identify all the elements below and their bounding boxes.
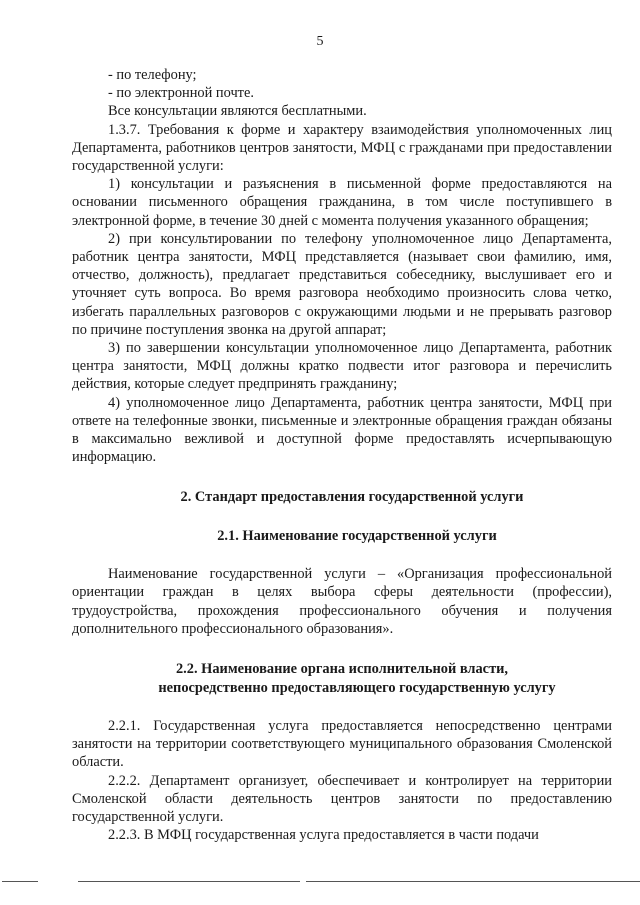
- page-number: 5: [316, 34, 324, 49]
- section-title: 2. Стандарт предоставления государственной услуги: [180, 489, 524, 506]
- paragraph: 2.2.2. Департамент организует, обеспечивает и контролирует на территории Смоленской области деятельность центров занятости по предоставлению государственной услуги.: [72, 772, 612, 825]
- paragraph: 2.2.1. Государственная услуга предоставляется непосредственно центрами занятости на территории соответствующего муниципального образования Смоленской области.: [72, 717, 612, 771]
- paragraph: 2) при консультировании по телефону уполномоченное лицо Департамента, работник центра занятости, МФЦ представляется (называет свои фамилию, имя, отчество, должность), предлагает представиться собеседнику, выслушивает его и уточняет суть вопроса. Во время разговора необходимо произносить слова четко, избегать параллельных разговоров с окружающими людьми и не прерывать разговор по причине поступления звонка на другой аппарат;: [72, 230, 612, 338]
- footer-rule-segment: [2, 881, 38, 882]
- footer-rule-segment: [306, 881, 640, 882]
- subsection-title: 2.1. Наименование государственной услуги: [217, 527, 497, 544]
- paragraph: 1) консультации и разъяснения в письменной форме предоставляются на основании письменного обращения гражданина, в том числе поступившего в электронной форме, в течение 30 дней с момента получения указанного обращения;: [72, 176, 612, 229]
- paragraph: 1.3.7. Требования к форме и характеру взаимодействия уполномоченных лиц Департамента, работников центров занятости, МФЦ с гражданами при предоставлении государственной услуги:: [72, 121, 612, 175]
- paragraph: Наименование государственной услуги – «Организация профессиональной ориентации граждан в целях выбора сферы деятельности (профессии), трудоустройства, прохождения профессионального обучения и получения дополнительного профессионального образования».: [72, 566, 612, 637]
- document-body: [72, 66, 612, 844]
- paragraph: 3) по завершении консультации уполномоченное лицо Департамента, работник центра занятости, МФЦ должны кратко подвести итог разговора и перечислить действия, которые следует предпринять гражданину;: [72, 340, 612, 393]
- paragraph: 4) уполномоченное лицо Департамента, работник центра занятости, МФЦ при ответе на телефонные звонки, письменные и электронные обращения граждан обязаны в максимально вежливой и доступной форме предоставлять исчерпывающую информацию.: [72, 394, 612, 466]
- paragraph: Все консультации являются бесплатными.: [108, 103, 367, 120]
- paragraph: 2.2.3. В МФЦ государственная услуга предоставляется в части подачи: [108, 827, 539, 844]
- paragraph: - по телефону;: [108, 67, 197, 83]
- paragraph: - по электронной почте.: [108, 85, 254, 102]
- subsection-title-line: непосредственно предоставляющего государственную услугу: [158, 679, 556, 696]
- subsection-title-line: 2.2. Наименование органа исполнительной власти,: [175, 661, 509, 678]
- footer-rule: [0, 881, 640, 883]
- footer-rule-segment: [78, 881, 300, 882]
